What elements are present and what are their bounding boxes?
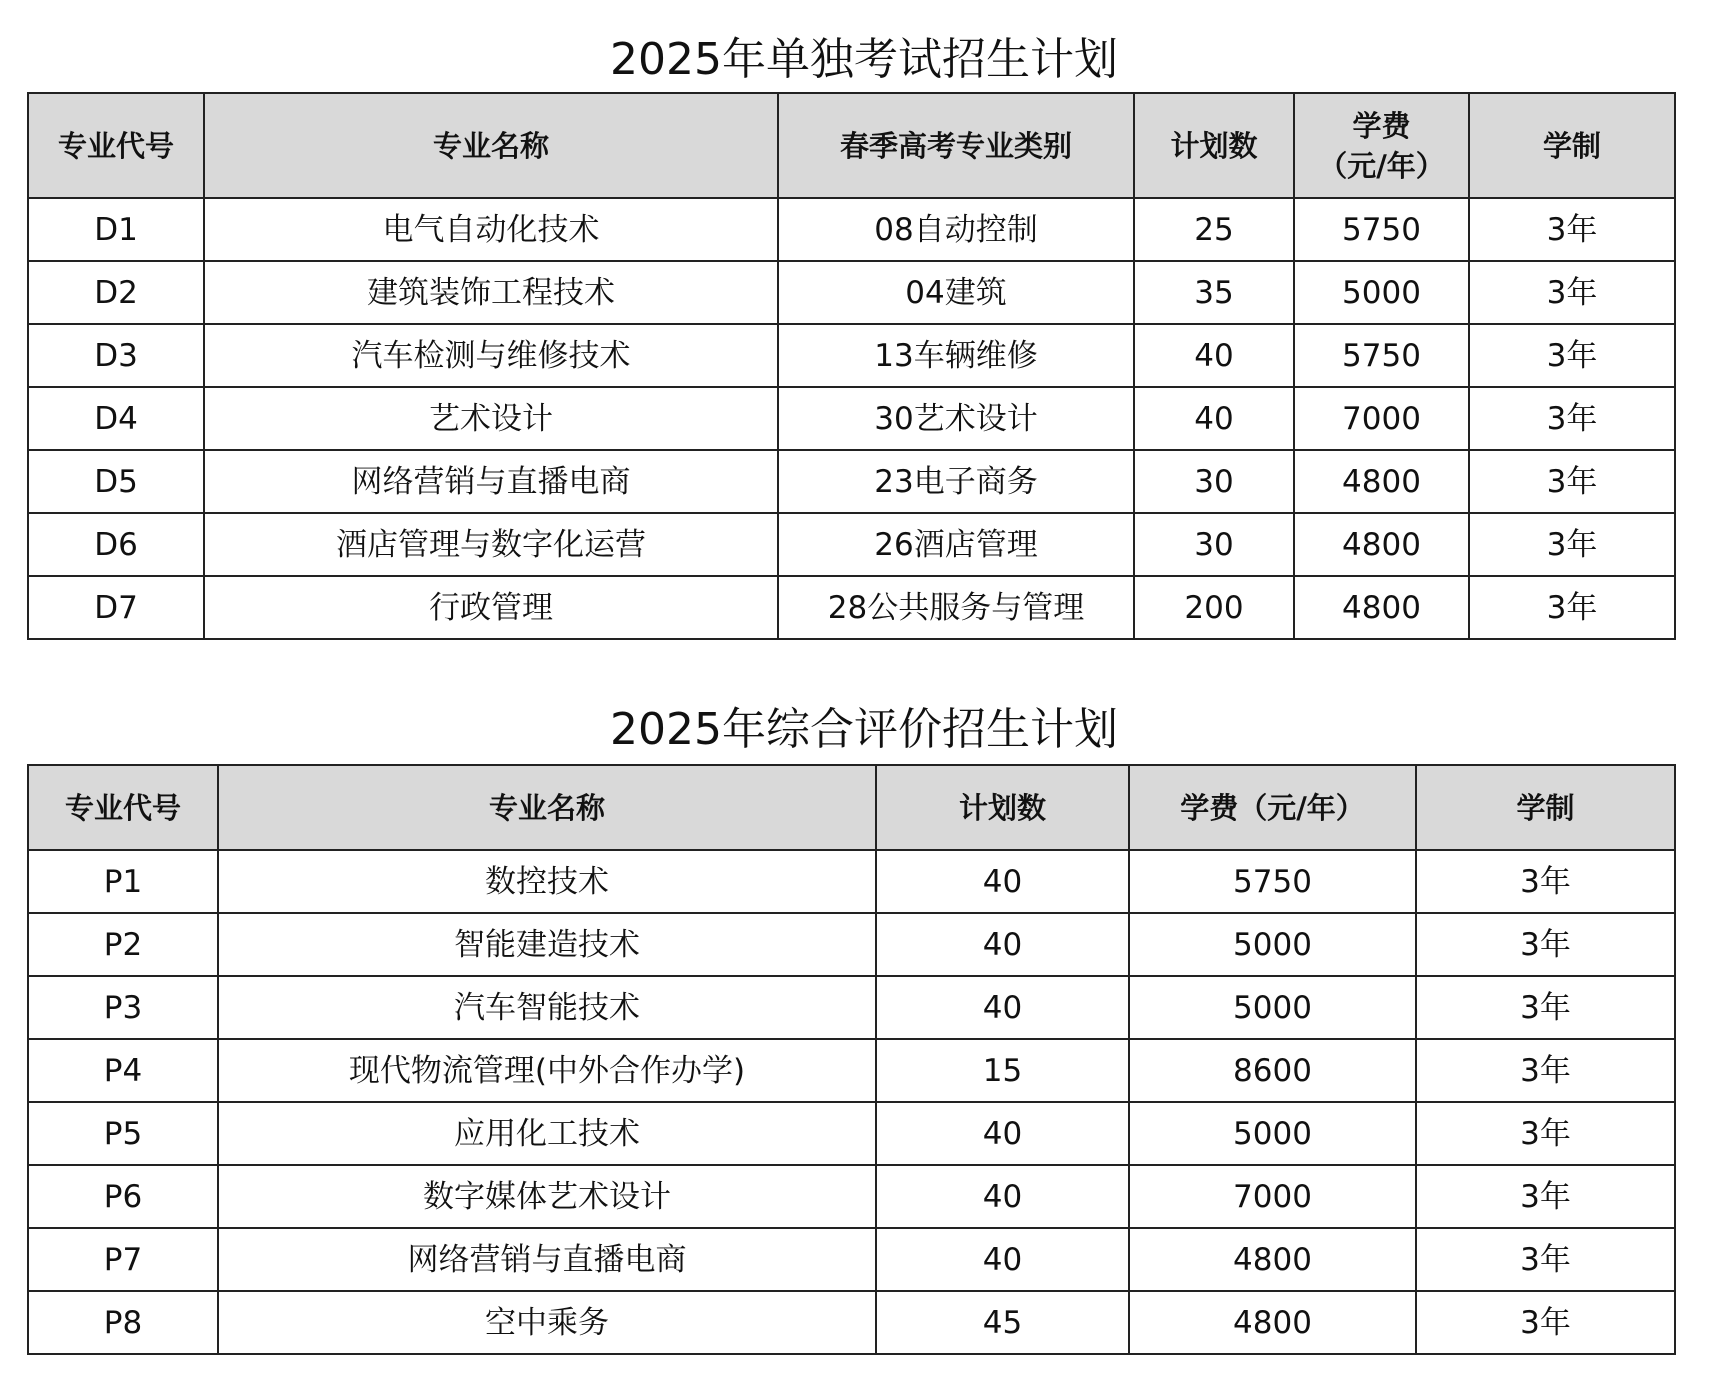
cell-major-code: D2 (28, 261, 204, 324)
table-header-row (28, 765, 1675, 850)
cell-tuition: 4800 (1129, 1228, 1416, 1291)
header-major-name: 专业名称 (204, 93, 778, 198)
cell-exam-category: 26酒店管理 (778, 513, 1134, 576)
cell-plan-count: 40 (1134, 387, 1294, 450)
table-row (28, 850, 1675, 913)
cell-major-code: D7 (28, 576, 204, 639)
cell-major-name: 行政管理 (204, 576, 778, 639)
table-row (28, 976, 1675, 1039)
header-tuition: 学费（元/年） (1129, 765, 1416, 850)
cell-major-name: 空中乘务 (218, 1291, 876, 1354)
cell-plan-count: 40 (876, 850, 1129, 913)
table-row (28, 198, 1675, 261)
cell-major-name: 汽车智能技术 (218, 976, 876, 1039)
cell-major-code: D6 (28, 513, 204, 576)
cell-major-name: 汽车检测与维修技术 (204, 324, 778, 387)
table-row (28, 450, 1675, 513)
cell-major-code: P2 (28, 913, 218, 976)
cell-tuition: 7000 (1129, 1165, 1416, 1228)
cell-major-code: P7 (28, 1228, 218, 1291)
cell-tuition: 5000 (1129, 976, 1416, 1039)
cell-duration: 3年 (1416, 1165, 1675, 1228)
cell-duration: 3年 (1469, 576, 1675, 639)
cell-major-name: 应用化工技术 (218, 1102, 876, 1165)
header-exam-category: 春季高考专业类别 (778, 93, 1134, 198)
cell-plan-count: 40 (876, 1165, 1129, 1228)
cell-plan-count: 40 (1134, 324, 1294, 387)
cell-duration: 3年 (1416, 1102, 1675, 1165)
cell-duration: 3年 (1416, 1039, 1675, 1102)
cell-tuition: 5000 (1129, 1102, 1416, 1165)
cell-major-code: P6 (28, 1165, 218, 1228)
cell-tuition: 4800 (1294, 576, 1469, 639)
cell-major-name: 艺术设计 (204, 387, 778, 450)
cell-tuition: 5750 (1294, 324, 1469, 387)
cell-exam-category: 08自动控制 (778, 198, 1134, 261)
cell-tuition: 7000 (1294, 387, 1469, 450)
cell-duration: 3年 (1416, 913, 1675, 976)
cell-duration: 3年 (1469, 198, 1675, 261)
cell-plan-count: 30 (1134, 513, 1294, 576)
exam-plan-title: 2025年单独考试招生计划 (610, 34, 1118, 85)
header-major-name: 专业名称 (218, 765, 876, 850)
header-plan-count: 计划数 (876, 765, 1129, 850)
table-row (28, 324, 1675, 387)
cell-plan-count: 40 (876, 913, 1129, 976)
cell-major-name: 电气自动化技术 (204, 198, 778, 261)
cell-tuition: 5000 (1129, 913, 1416, 976)
cell-major-code: D1 (28, 198, 204, 261)
cell-duration: 3年 (1416, 1228, 1675, 1291)
cell-major-code: P8 (28, 1291, 218, 1354)
cell-exam-category: 23电子商务 (778, 450, 1134, 513)
table-row (28, 1165, 1675, 1228)
cell-major-name: 网络营销与直播电商 (218, 1228, 876, 1291)
header-major-code: 专业代号 (28, 765, 218, 850)
header-major-code: 专业代号 (28, 93, 204, 198)
cell-major-name: 数控技术 (218, 850, 876, 913)
table-row (28, 261, 1675, 324)
cell-tuition: 5750 (1129, 850, 1416, 913)
table-row (28, 1039, 1675, 1102)
cell-tuition: 4800 (1129, 1291, 1416, 1354)
cell-major-code: D4 (28, 387, 204, 450)
cell-plan-count: 200 (1134, 576, 1294, 639)
cell-duration: 3年 (1469, 261, 1675, 324)
cell-major-name: 酒店管理与数字化运营 (204, 513, 778, 576)
cell-plan-count: 40 (876, 1102, 1129, 1165)
cell-duration: 3年 (1416, 976, 1675, 1039)
table-header-row (28, 93, 1675, 198)
cell-plan-count: 40 (876, 1228, 1129, 1291)
cell-tuition: 5750 (1294, 198, 1469, 261)
cell-tuition: 4800 (1294, 450, 1469, 513)
cell-exam-category: 13车辆维修 (778, 324, 1134, 387)
cell-major-code: P4 (28, 1039, 218, 1102)
eval-plan-title: 2025年综合评价招生计划 (610, 704, 1118, 755)
table-row (28, 1228, 1675, 1291)
cell-major-name: 现代物流管理(中外合作办学) (218, 1039, 876, 1102)
cell-major-code: P3 (28, 976, 218, 1039)
cell-exam-category: 04建筑 (778, 261, 1134, 324)
cell-plan-count: 15 (876, 1039, 1129, 1102)
table-row (28, 1102, 1675, 1165)
header-tuition (1294, 93, 1469, 198)
header-tuition-line1: 学费 (1352, 108, 1411, 143)
cell-major-name: 网络营销与直播电商 (204, 450, 778, 513)
header-duration: 学制 (1416, 765, 1675, 850)
cell-major-name: 建筑装饰工程技术 (204, 261, 778, 324)
cell-tuition: 4800 (1294, 513, 1469, 576)
cell-major-code: P1 (28, 850, 218, 913)
cell-plan-count: 25 (1134, 198, 1294, 261)
cell-tuition: 5000 (1294, 261, 1469, 324)
table-row (28, 576, 1675, 639)
cell-duration: 3年 (1469, 324, 1675, 387)
table-row (28, 913, 1675, 976)
cell-major-name: 智能建造技术 (218, 913, 876, 976)
table-row (28, 387, 1675, 450)
table-row (28, 1291, 1675, 1354)
eval-plan-table (27, 764, 1676, 1355)
cell-plan-count: 45 (876, 1291, 1129, 1354)
cell-duration: 3年 (1416, 1291, 1675, 1354)
header-duration: 学制 (1469, 93, 1675, 198)
cell-duration: 3年 (1469, 450, 1675, 513)
cell-tuition: 8600 (1129, 1039, 1416, 1102)
cell-plan-count: 35 (1134, 261, 1294, 324)
cell-plan-count: 30 (1134, 450, 1294, 513)
cell-exam-category: 30艺术设计 (778, 387, 1134, 450)
cell-major-name: 数字媒体艺术设计 (218, 1165, 876, 1228)
cell-plan-count: 40 (876, 976, 1129, 1039)
cell-major-code: P5 (28, 1102, 218, 1165)
header-tuition-line2: （元/年） (1318, 148, 1445, 183)
cell-exam-category: 28公共服务与管理 (778, 576, 1134, 639)
cell-duration: 3年 (1469, 387, 1675, 450)
header-plan-count: 计划数 (1134, 93, 1294, 198)
table-row (28, 513, 1675, 576)
cell-duration: 3年 (1416, 850, 1675, 913)
cell-duration: 3年 (1469, 513, 1675, 576)
cell-major-code: D3 (28, 324, 204, 387)
exam-plan-table (27, 92, 1676, 640)
cell-major-code: D5 (28, 450, 204, 513)
